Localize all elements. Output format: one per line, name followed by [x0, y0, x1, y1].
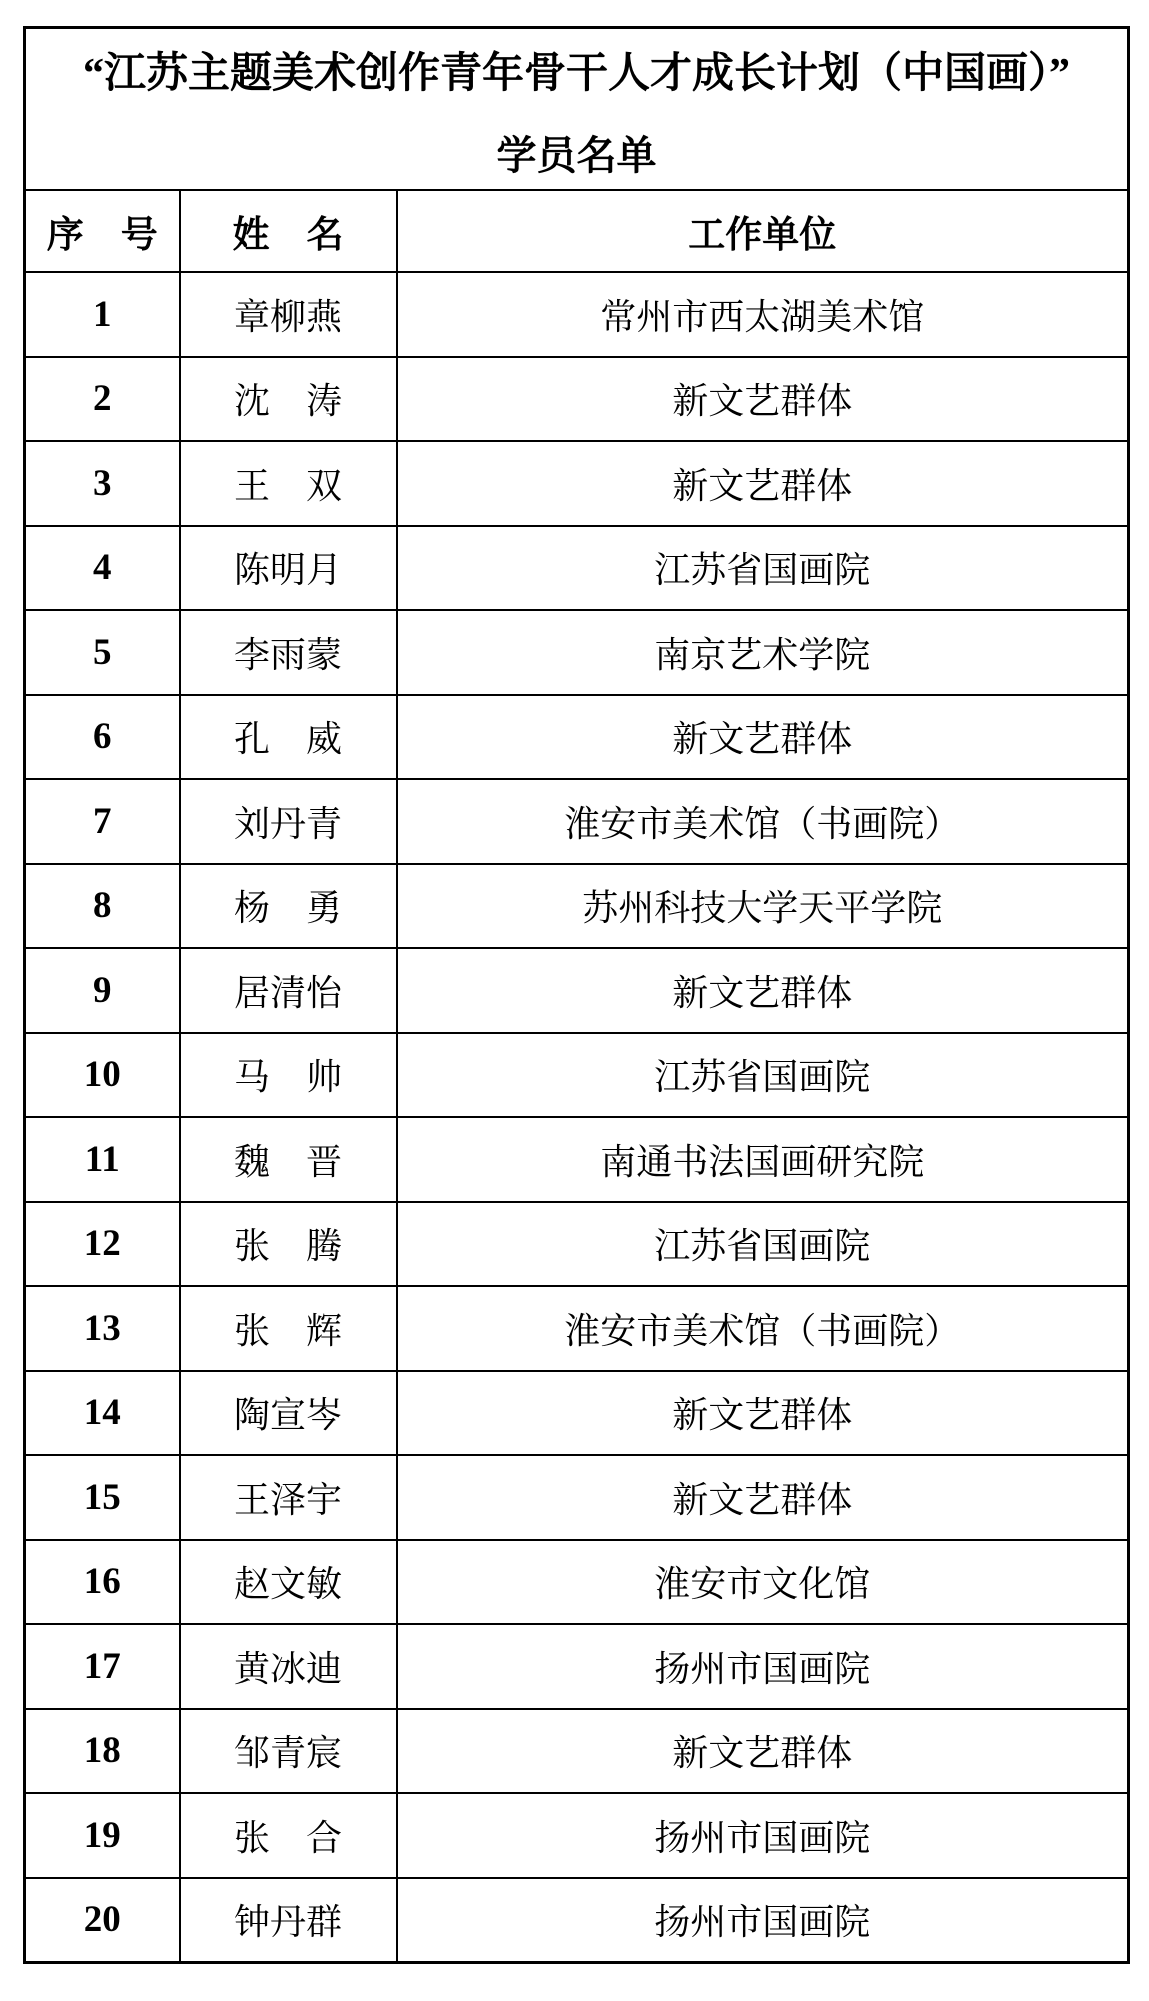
unit-cell: 新文艺群体: [397, 948, 1129, 1033]
unit-cell: 江苏省国画院: [397, 1202, 1129, 1287]
index-cell: 14: [25, 1371, 180, 1456]
name-cell: 李雨蒙: [180, 610, 397, 695]
index-cell: 4: [25, 526, 180, 611]
name-cell: 赵文敏: [180, 1540, 397, 1625]
name-cell: 邹青宸: [180, 1709, 397, 1794]
header-row: [25, 190, 1129, 272]
index-cell: 20: [25, 1878, 180, 1963]
table-row: [25, 526, 1129, 611]
name-cell: 孔 威: [180, 695, 397, 780]
name-cell: 王泽宇: [180, 1455, 397, 1540]
index-cell: 19: [25, 1793, 180, 1878]
name-cell: 张 辉: [180, 1286, 397, 1371]
unit-cell: 淮安市文化馆: [397, 1540, 1129, 1625]
index-cell: 8: [25, 864, 180, 949]
unit-cell: 扬州市国画院: [397, 1793, 1129, 1878]
name-cell: 王 双: [180, 441, 397, 526]
table-title: “江苏主题美术创作青年骨干人才成长计划（中国画）”: [83, 51, 1071, 98]
name-cell: 张 腾: [180, 1202, 397, 1287]
table-row: [25, 1117, 1129, 1202]
unit-cell: 淮安市美术馆（书画院）: [397, 1286, 1129, 1371]
unit-cell: 新文艺群体: [397, 1455, 1129, 1540]
table-title-cell: [25, 28, 1129, 191]
table-row: [25, 1624, 1129, 1709]
name-cell: 陶宣岑: [180, 1371, 397, 1456]
unit-cell: 新文艺群体: [397, 1709, 1129, 1794]
unit-cell: 新文艺群体: [397, 441, 1129, 526]
table-row: [25, 695, 1129, 780]
index-cell: 3: [25, 441, 180, 526]
col-header-unit: 工作单位: [397, 190, 1129, 272]
table-row: [25, 272, 1129, 357]
table-row: [25, 1878, 1129, 1963]
name-cell: 章柳燕: [180, 272, 397, 357]
table-row: [25, 779, 1129, 864]
title-row: [25, 28, 1129, 191]
col-header-name: 姓 名: [180, 190, 397, 272]
table-row: [25, 1202, 1129, 1287]
name-cell: 刘丹青: [180, 779, 397, 864]
index-cell: 18: [25, 1709, 180, 1794]
unit-cell: 江苏省国画院: [397, 1033, 1129, 1118]
name-cell: 杨 勇: [180, 864, 397, 949]
name-cell: 马 帅: [180, 1033, 397, 1118]
index-cell: 9: [25, 948, 180, 1033]
name-cell: 黄冰迪: [180, 1624, 397, 1709]
unit-cell: 江苏省国画院: [397, 526, 1129, 611]
index-cell: 15: [25, 1455, 180, 1540]
index-cell: 7: [25, 779, 180, 864]
table-row: [25, 1540, 1129, 1625]
table-subtitle: 学员名单: [496, 133, 657, 178]
table-row: [25, 1286, 1129, 1371]
index-cell: 17: [25, 1624, 180, 1709]
table-row: [25, 948, 1129, 1033]
unit-cell: 南通书法国画研究院: [397, 1117, 1129, 1202]
table-row: [25, 864, 1129, 949]
table-row: [25, 1371, 1129, 1456]
col-header-index: 序 号: [25, 190, 180, 272]
unit-cell: 扬州市国画院: [397, 1624, 1129, 1709]
name-cell: 沈 涛: [180, 357, 397, 442]
table-row: [25, 1033, 1129, 1118]
index-cell: 2: [25, 357, 180, 442]
unit-cell: 淮安市美术馆（书画院）: [397, 779, 1129, 864]
index-cell: 13: [25, 1286, 180, 1371]
unit-cell: 苏州科技大学天平学院: [397, 864, 1129, 949]
index-cell: 5: [25, 610, 180, 695]
index-cell: 6: [25, 695, 180, 780]
table-row: [25, 441, 1129, 526]
unit-cell: 南京艺术学院: [397, 610, 1129, 695]
name-cell: 钟丹群: [180, 1878, 397, 1963]
table-row: [25, 610, 1129, 695]
unit-cell: 新文艺群体: [397, 357, 1129, 442]
index-cell: 12: [25, 1202, 180, 1287]
name-cell: 陈明月: [180, 526, 397, 611]
name-cell: 魏 晋: [180, 1117, 397, 1202]
unit-cell: 常州市西太湖美术馆: [397, 272, 1129, 357]
unit-cell: 新文艺群体: [397, 1371, 1129, 1456]
unit-cell: 新文艺群体: [397, 695, 1129, 780]
unit-cell: 扬州市国画院: [397, 1878, 1129, 1963]
index-cell: 1: [25, 272, 180, 357]
table-row: [25, 1793, 1129, 1878]
name-cell: 张 合: [180, 1793, 397, 1878]
index-cell: 11: [25, 1117, 180, 1202]
table-row: [25, 357, 1129, 442]
name-cell: 居清怡: [180, 948, 397, 1033]
table-row: [25, 1455, 1129, 1540]
table-row: [25, 1709, 1129, 1794]
index-cell: 16: [25, 1540, 180, 1625]
roster-table: [23, 26, 1130, 1964]
index-cell: 10: [25, 1033, 180, 1118]
